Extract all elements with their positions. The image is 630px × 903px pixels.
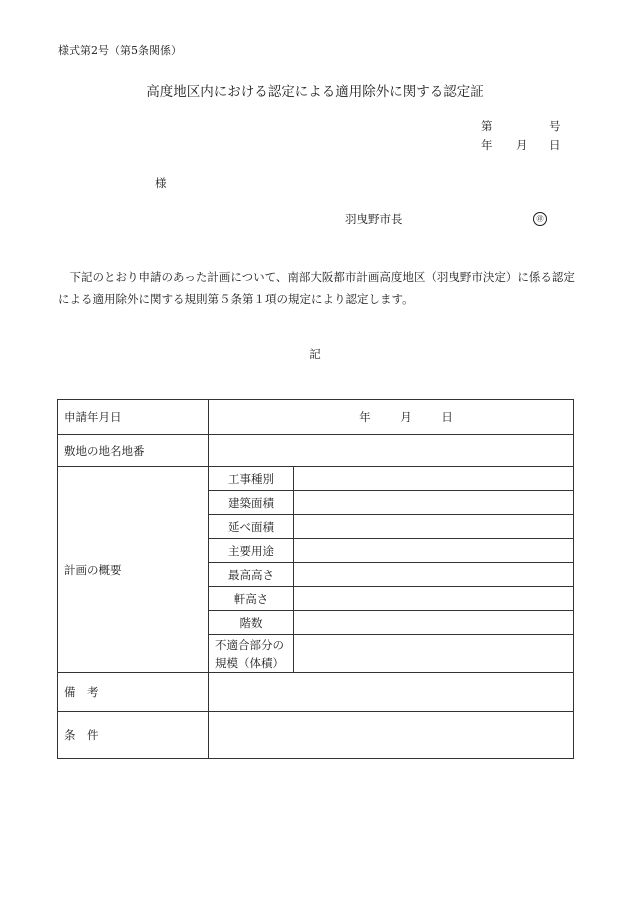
date-year: 年 xyxy=(359,410,371,424)
application-date-label: 申請年月日 xyxy=(58,400,209,435)
remarks-label: 備 考 xyxy=(58,673,209,712)
remarks-value xyxy=(209,673,574,712)
application-date-value xyxy=(209,400,574,435)
plan-item-value xyxy=(294,539,574,563)
row-remarks xyxy=(58,673,574,712)
plan-item-label: 軒高さ xyxy=(209,587,294,611)
row-plan-item xyxy=(58,467,574,491)
nonconforming-value xyxy=(294,635,574,673)
issue-month: 月 xyxy=(516,138,528,152)
plan-label: 計画の概要 xyxy=(58,467,209,673)
body-text: 下記のとおり申請のあった計画について、南部大阪都市計画高度地区（羽曳野市決定）に係る認定による適用除外に関する規則第５条第１項の規定により認定します。 xyxy=(58,270,575,306)
seal-mark: ㊞ xyxy=(533,212,547,226)
nonconforming-label xyxy=(209,635,294,673)
plan-item-label: 最高高さ xyxy=(209,563,294,587)
row-conditions xyxy=(58,712,574,759)
issue-dai: 第 xyxy=(481,119,493,133)
ki-heading: 記 xyxy=(309,347,321,361)
plan-item-label: 主要用途 xyxy=(209,539,294,563)
date-month: 月 xyxy=(400,410,412,424)
plan-item-label: 延べ面積 xyxy=(209,515,294,539)
plan-item-value xyxy=(294,467,574,491)
row-site xyxy=(58,435,574,467)
plan-item-value xyxy=(294,563,574,587)
plan-item-label: 建築面積 xyxy=(209,491,294,515)
issue-year: 年 xyxy=(481,138,493,152)
site-label: 敷地の地名地番 xyxy=(58,435,209,467)
addressee-suffix: 様 xyxy=(155,176,167,190)
plan-item-label: 階数 xyxy=(209,611,294,635)
nonconforming-line2: 規模（体積） xyxy=(215,655,284,670)
issuer-name: 羽曳野市長 xyxy=(345,212,403,226)
plan-item-value xyxy=(294,611,574,635)
document-title: 高度地区内における認定による適用除外に関する認定証 xyxy=(146,84,484,100)
form-number: 様式第2号（第5条関係） xyxy=(58,44,182,57)
certificate-table xyxy=(57,399,574,759)
row-application-date xyxy=(58,400,574,435)
nonconforming-line1: 不適合部分の xyxy=(215,637,284,652)
date-day: 日 xyxy=(441,410,453,424)
plan-item-value xyxy=(294,515,574,539)
conditions-label: 条 件 xyxy=(58,712,209,759)
conditions-value xyxy=(209,712,574,759)
plan-item-value xyxy=(294,491,574,515)
plan-item-label: 工事種別 xyxy=(209,467,294,491)
plan-item-value xyxy=(294,587,574,611)
site-value xyxy=(209,435,574,467)
issue-day: 日 xyxy=(549,138,561,152)
issue-go: 号 xyxy=(549,119,561,133)
